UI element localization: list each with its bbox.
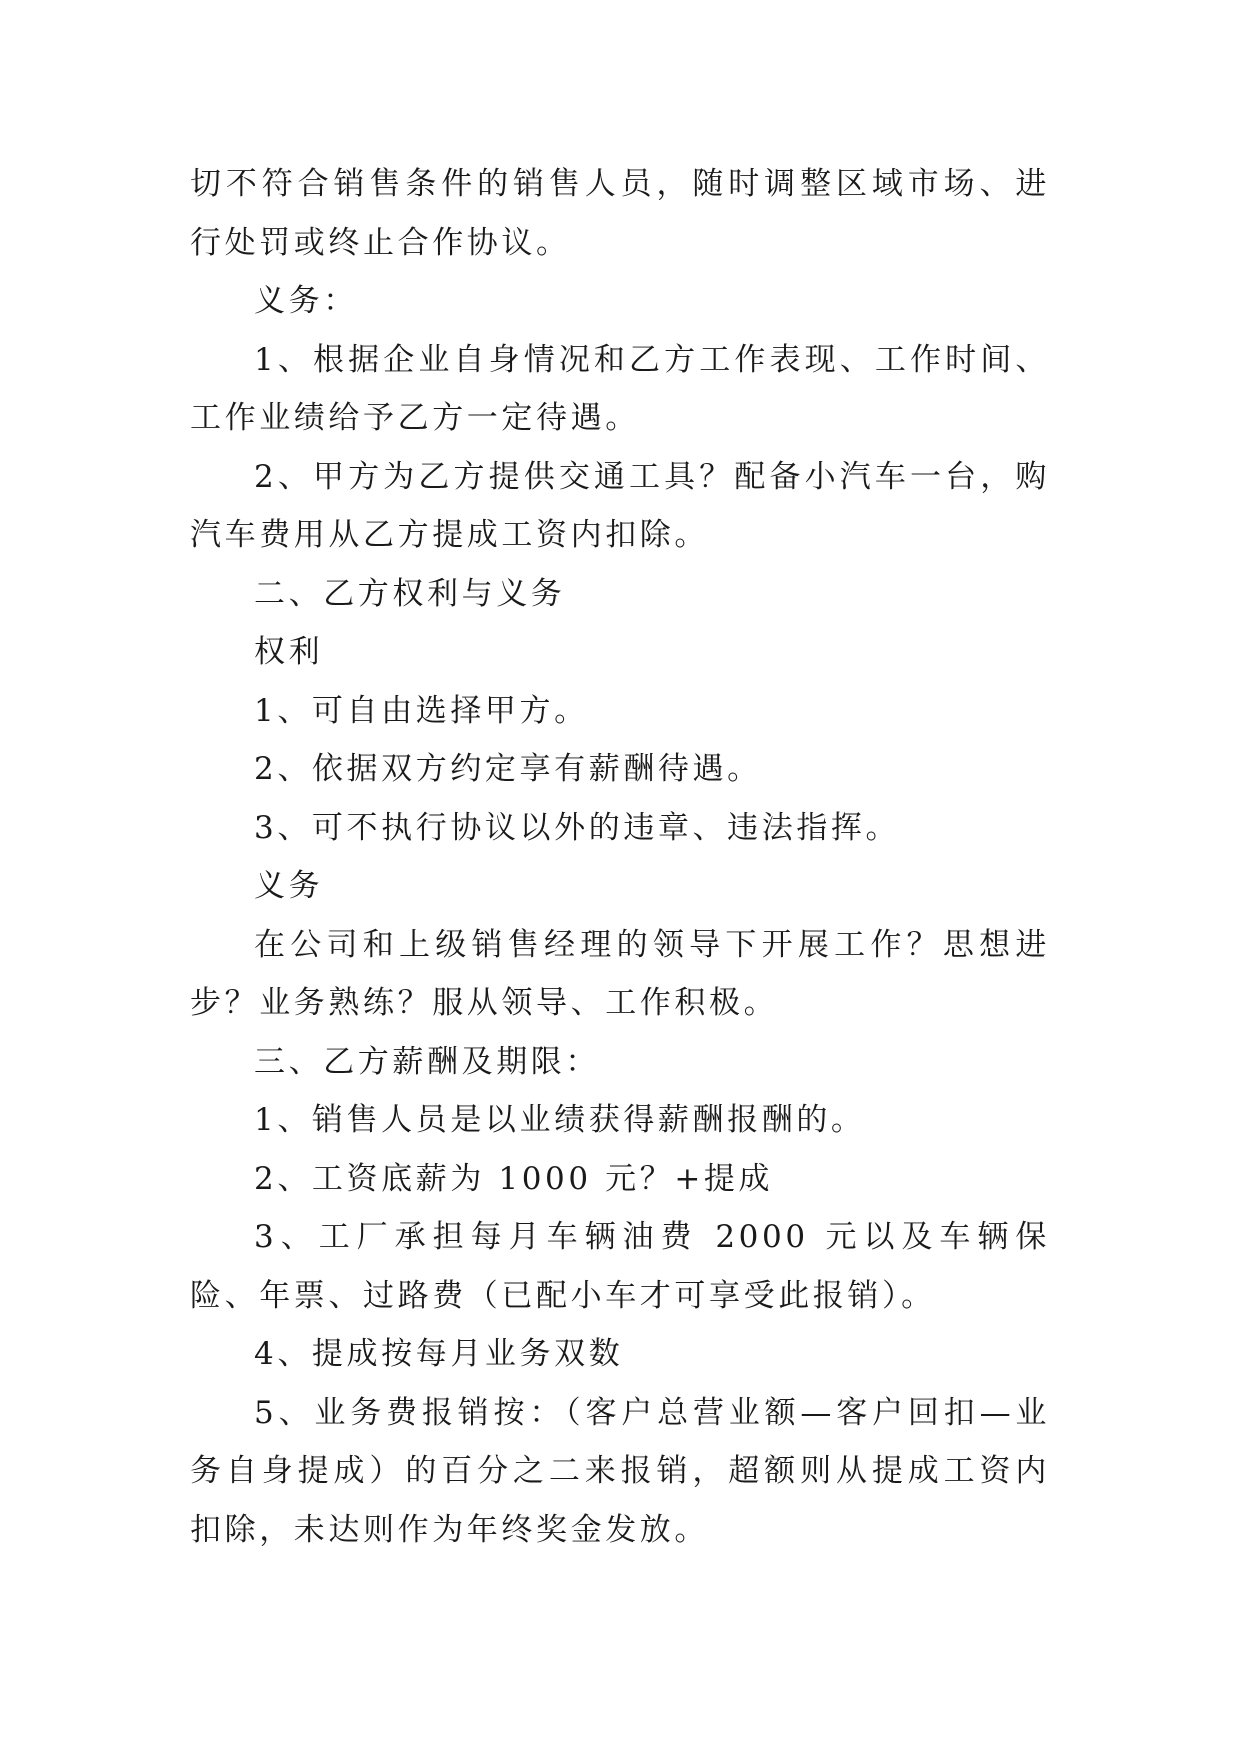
paragraph: 2、依据双方约定享有薪酬待遇。 (254, 751, 762, 787)
paragraph: 5、业务费报销按：（客户总营业额—客户回扣—业务自身提成）的百分之二来报销，超额则从提成工资内扣除，未达则作为年终奖金发放。 (190, 1394, 1050, 1548)
paragraph: 在公司和上级销售经理的领导下开展工作？思想进步？业务熟练？服从领导、工作积极。 (190, 926, 1050, 1021)
paragraph: 3、可不执行协议以外的违章、违法指挥。 (254, 809, 901, 846)
paragraph: 4、提成按每月业务双数 (254, 1336, 624, 1372)
paragraph: 切不符合销售条件的销售人员，随时调整区域市场、进行处罚或终止合作协议。 (190, 166, 1050, 261)
paragraph: 2、工资底薪为 1000 元？+提成 (254, 1160, 774, 1197)
subsection-heading: 权利 (254, 634, 324, 670)
paragraph: 1、可自由选择甲方。 (254, 692, 589, 729)
subsection-heading: 义务 (254, 868, 324, 904)
section-heading: 二、乙方权利与义务 (254, 575, 566, 612)
paragraph: 1、根据企业自身情况和乙方工作表现、工作时间、工作业绩给予乙方一定待遇。 (190, 341, 1050, 436)
paragraph: 1、销售人员是以业绩获得薪酬报酬的。 (254, 1102, 866, 1138)
document-body (190, 155, 1050, 1559)
section-heading: 三、乙方薪酬及期限： (254, 1043, 600, 1080)
paragraph: 3、工厂承担每月车辆油费 2000 元以及车辆保险、年票、过路费（已配小车才可享受此报销）。 (190, 1219, 1050, 1314)
paragraph: 2、甲方为乙方提供交通工具？配备小汽车一台，购汽车费用从乙方提成工资内扣除。 (190, 458, 1050, 553)
paragraph: 义务： (254, 283, 358, 319)
